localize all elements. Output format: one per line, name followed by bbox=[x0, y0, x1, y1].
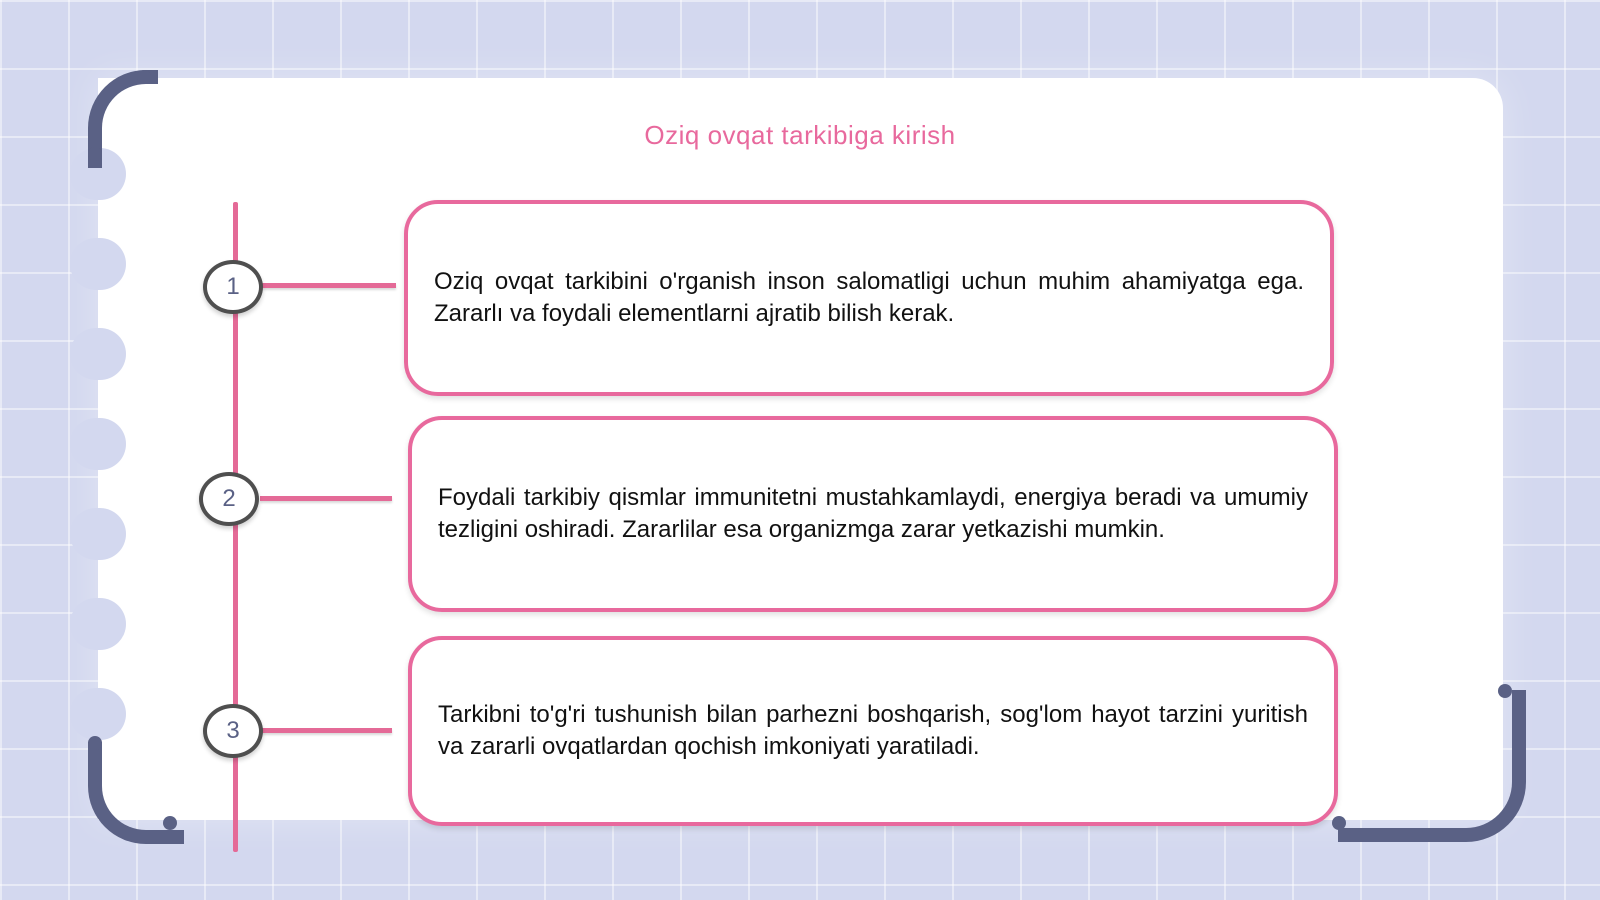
connector-line bbox=[262, 728, 392, 733]
step-number: 2 bbox=[222, 485, 236, 512]
step-number: 1 bbox=[226, 273, 240, 300]
bracket-cap bbox=[137, 70, 151, 84]
bracket-cap bbox=[88, 736, 102, 750]
step-number: 3 bbox=[226, 717, 240, 744]
step-card bbox=[404, 200, 1334, 396]
step-text: Tarkibni to'g'ri tushunish bilan parhezni boshqarish, sog'lom hayot tarzini yuritish va zararli ovqatlardan qochish imkoniyati yaratiladi. bbox=[438, 701, 1308, 760]
step-card bbox=[408, 416, 1338, 612]
paper-notch bbox=[70, 508, 126, 560]
slide-title: Oziq ovqat tarkibiga kirish bbox=[644, 120, 956, 150]
paper-notch bbox=[70, 688, 126, 740]
step-number-badge bbox=[203, 260, 263, 314]
bracket-cap bbox=[1332, 816, 1346, 830]
step-number-badge bbox=[199, 472, 259, 526]
step-number-badge bbox=[203, 704, 263, 758]
paper-notch bbox=[70, 598, 126, 650]
step-card bbox=[408, 636, 1338, 826]
corner-bracket-bottom-right bbox=[1338, 690, 1526, 842]
connector-line bbox=[260, 496, 392, 501]
connector-line bbox=[262, 283, 396, 288]
step-text: Foydali tarkibiy qismlar immunitetni mustahkamlaydi, energiya beradi va umumiy tezligini oshiradi. Zararlilar esa organizmga zarar yetkazishi mumkin. bbox=[438, 484, 1308, 543]
paper-notch bbox=[70, 238, 126, 290]
step-text: Oziq ovqat tarkibini o'rganish inson salomatligi uchun muhim ahamiyatga ega. Zararlı va foydali elementlarni ajratib bilish kerak. bbox=[434, 268, 1304, 327]
paper-notch bbox=[70, 418, 126, 470]
bracket-cap bbox=[1498, 684, 1512, 698]
bracket-cap bbox=[163, 816, 177, 830]
paper-notch bbox=[70, 328, 126, 380]
